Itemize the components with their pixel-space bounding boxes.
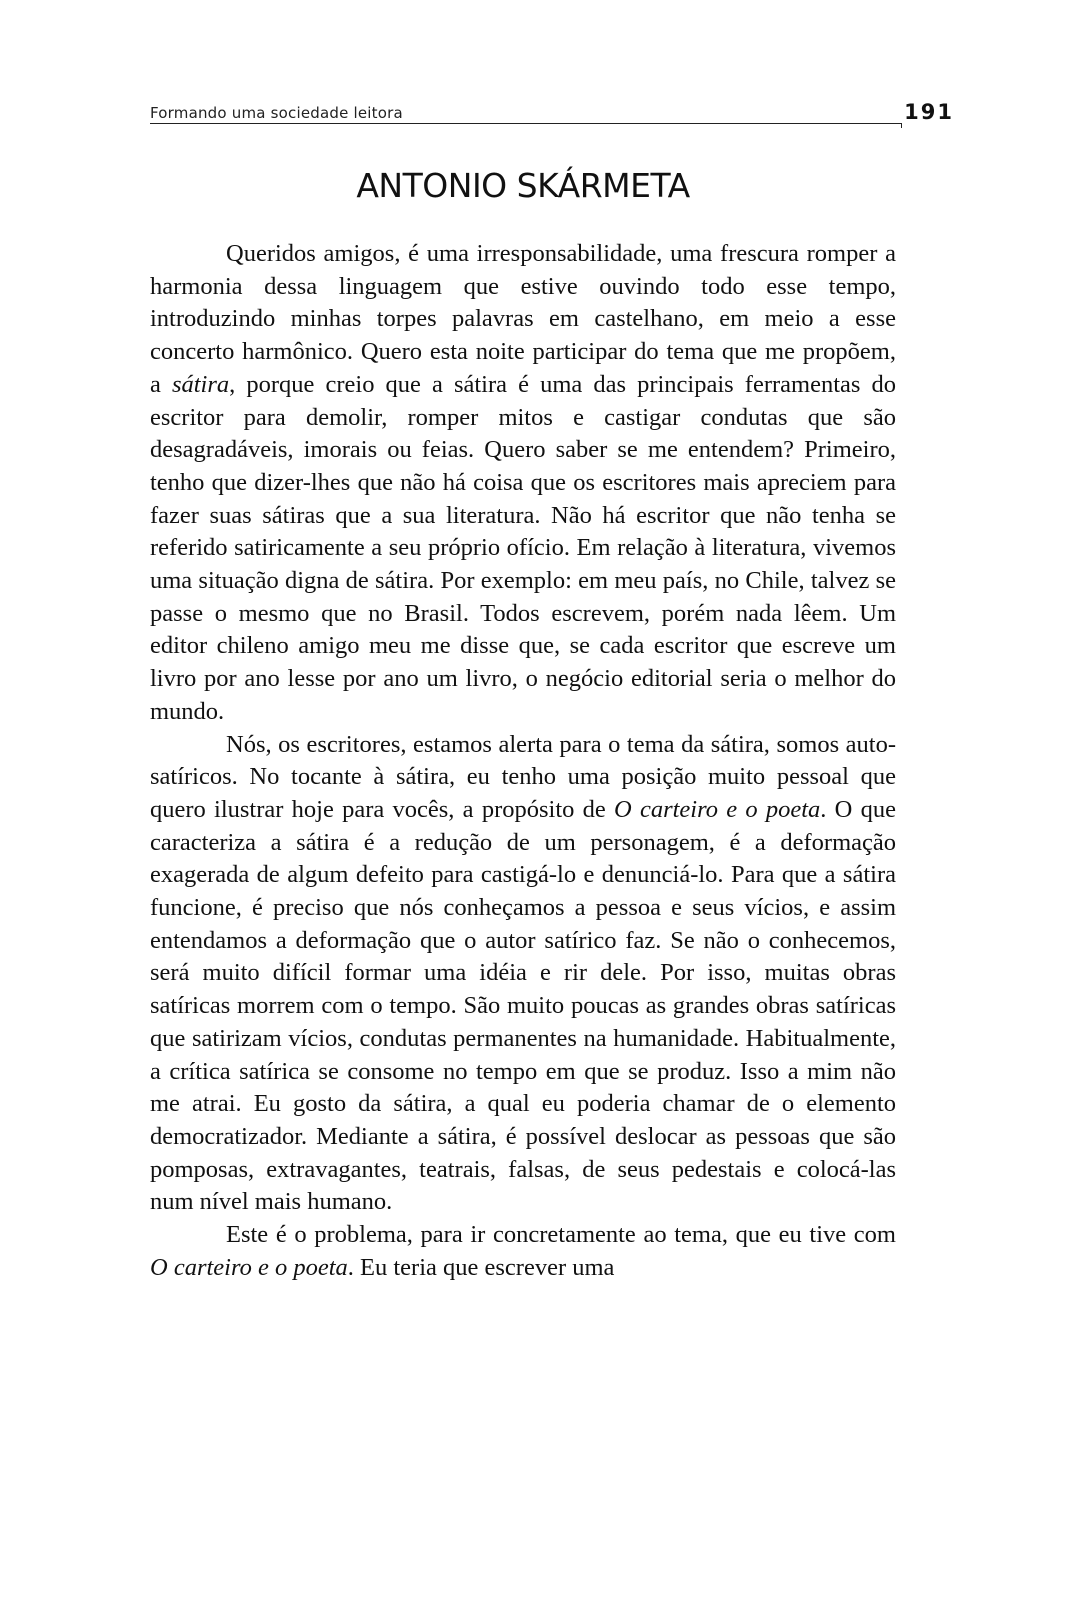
paragraph-3-text-b: . Eu teria que escrever uma [347,1253,615,1281]
header-rule-tick [901,123,902,128]
paragraph-2-text-a: Nós, os escritores, estamos alerta para o tema da sátira, somos auto-satíricos. No tocante à sátira, eu tenho uma posição muito pessoal que quero ilustrar hoje para vocês, a propósito de [150,730,896,823]
page-number: 191 [904,100,954,124]
paragraph-3-text-a: Este é o problema, para ir concretamente ao tema, que eu tive com [226,1221,896,1249]
paragraph-1-text-b: , porque creio que a sátira é uma das principais ferramentas do escritor para demolir, romper mitos e castigar condutas que são desagradáveis, imorais ou feias. Quero saber se me entendem? Primeiro, tenho que dizer-lhes que não há coisa que os escritores mais apreciem para fazer suas sátiras que a sua literatura. Não há escritor que não tenha se referido satiricamente a seu próprio ofício. Em relação à literatura, vivemos uma situação digna de sátira. Por exemplo: em meu país, no Chile, talvez se passe o mesmo que no Brasil. Todos escrevem, porém nada lêem. Um editor chileno amigo meu me disse que, se cada escritor que escreve um livro por ano lesse por ano um livro, o negócio editorial seria o melhor do mundo. [150,370,897,725]
paragraph-3 [150,1219,896,1284]
running-header [150,100,960,130]
chapter-title: ANTONIO SKÁRMETA [356,166,690,205]
body-text [150,238,896,1285]
paragraph-3-italic-book-title: O carteiro e o poeta [150,1253,348,1281]
running-title: Formando uma sociedade leitora [150,104,403,122]
paragraph-1-italic-satira: sátira [171,370,230,398]
paragraph-2-italic-book-title: O carteiro e o poeta [614,795,821,823]
header-rule [150,123,902,124]
paragraph-2-text-b: . O que caracteriza a sátira é a redução de um personagem, é a deformação exagerada de algum defeito para castigá-lo e denunciá-lo. Para que a sátira funcione, é preciso que nós conheçamos a pessoa e seus vícios, e assim entendamos a deformação que o autor satírico faz. Se não o conhecemos, será muito difícil formar uma idéia e rir dele. Por isso, muitas obras satíricas morrem com o tempo. São muito poucas as grandes obras satíricas que satirizam vícios, condutas permanentes na humanidade. Habitualmente, a crítica satírica se consome no tempo em que se produz. Isso a mim não me atrai. Eu gosto da sátira, a qual eu poderia chamar de o elemento democratizador. Mediante a sátira, é possível deslocar as pessoas que são pomposas, extravagantes, teatrais, falsas, de seus pedestais e colocá-las num nível mais humano. [150,795,896,1216]
paragraph-2 [150,729,896,1220]
paragraph-1-text-a: Queridos amigos, é uma irresponsabilidade, uma frescura romper a harmonia dessa linguagem que estive ouvindo todo esse tempo, introduzindo minhas torpes palavras em castelhano, em meio a esse concerto harmônico. Quero esta noite participar do tema que me propõem, a [150,240,896,398]
paragraph-1 [150,238,896,729]
